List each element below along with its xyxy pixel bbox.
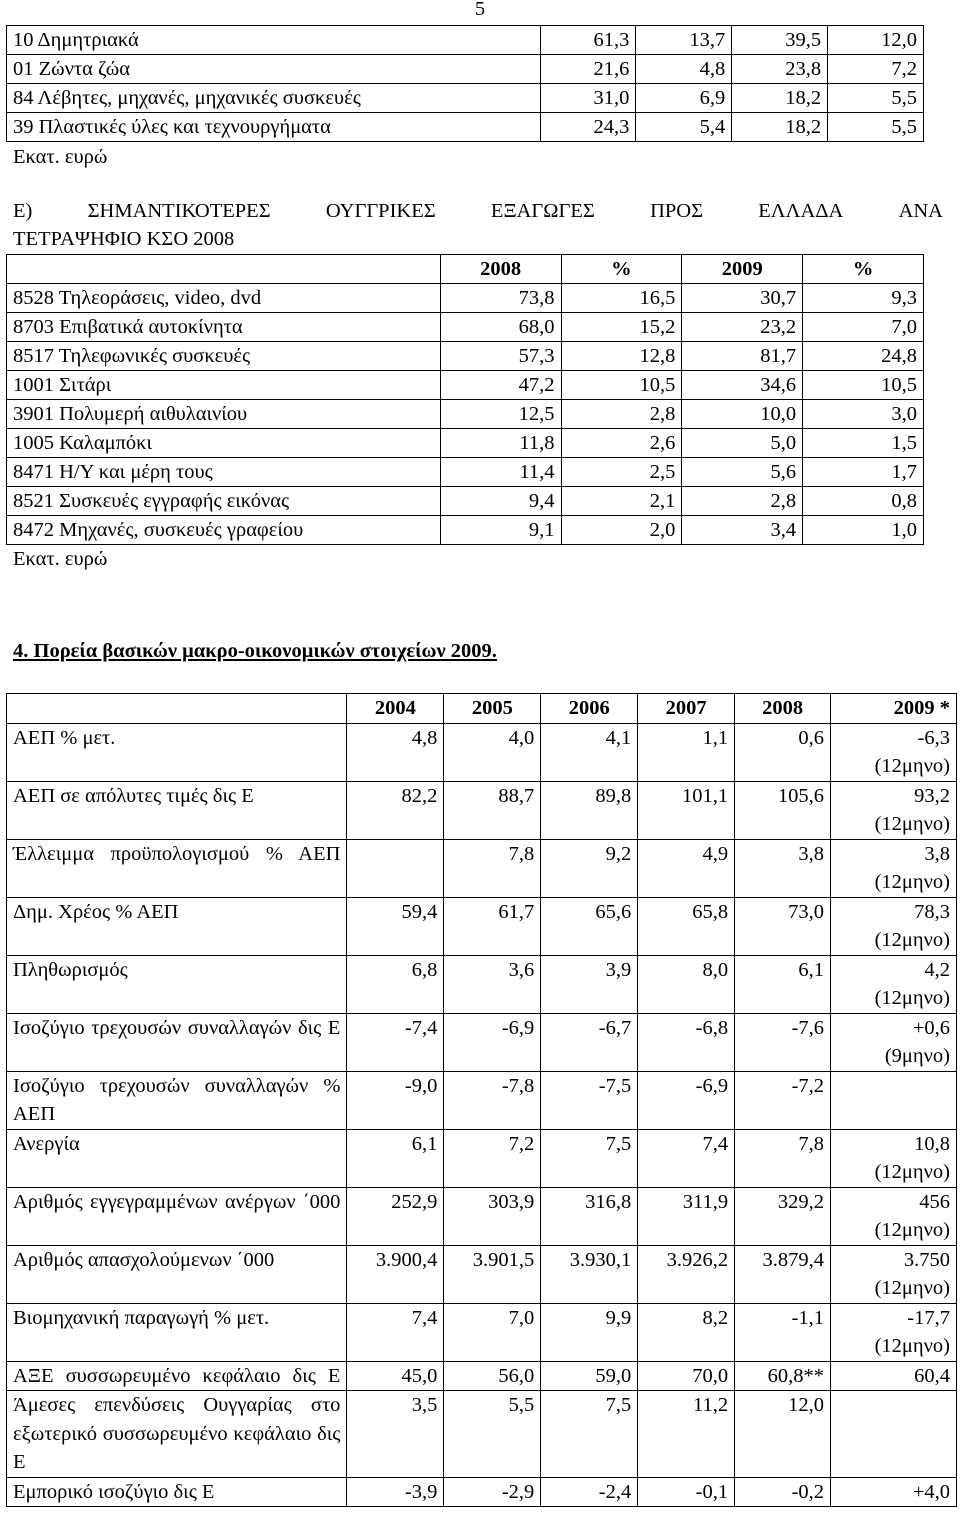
- row-value: -7,5: [541, 1071, 638, 1129]
- heading-word: ΣΗΜΑΝΤΙΚΟΤΕΡΕΣ: [87, 200, 271, 222]
- row-value: 65,6: [541, 897, 638, 955]
- row-label: Αριθμός εγγεγραμμένων ανέργων ΄000: [7, 1187, 347, 1245]
- header-row: [7, 255, 924, 284]
- column-header: 2004: [347, 694, 444, 724]
- value-2009: 4,2: [924, 958, 950, 981]
- row-value: 3,6: [444, 955, 541, 1013]
- row-value: 12,8: [561, 342, 682, 371]
- row-value-2009: [831, 1361, 957, 1391]
- row-value: 88,7: [444, 781, 541, 839]
- row-value: 13,7: [636, 26, 732, 55]
- table-row: [7, 1071, 957, 1129]
- table-row: [7, 955, 957, 1013]
- row-value: 61,7: [444, 897, 541, 955]
- row-value: -6,9: [444, 1013, 541, 1071]
- hungarian-exports-table: [6, 254, 924, 545]
- unit-note-e: Εκατ. ευρώ: [13, 548, 108, 570]
- row-value: 24,8: [803, 342, 924, 371]
- row-value: 5,5: [444, 1391, 541, 1478]
- row-value: 57,3: [440, 342, 561, 371]
- row-value: 3.901,5: [444, 1245, 541, 1303]
- row-value: -0,2: [735, 1477, 831, 1507]
- table-row: [7, 26, 924, 55]
- row-value: 59,0: [541, 1361, 638, 1391]
- row-value: 9,2: [541, 839, 638, 897]
- row-value: -2,9: [444, 1477, 541, 1507]
- row-value-2009: [831, 839, 957, 897]
- row-value: 316,8: [541, 1187, 638, 1245]
- row-value: 56,0: [444, 1361, 541, 1391]
- row-label: ΑΕΠ σε απόλυτες τιμές δις Ε: [7, 781, 347, 839]
- table-row: [7, 342, 924, 371]
- row-value: 10,5: [803, 371, 924, 400]
- row-label: 8471 Η/Υ και μέρη τους: [7, 458, 441, 487]
- value-2009: 78,3: [914, 900, 950, 923]
- row-label: Βιομηχανική παραγωγή % μετ.: [7, 1303, 347, 1361]
- row-value: 9,4: [440, 487, 561, 516]
- row-label: 8472 Μηχανές, συσκευές γραφείου: [7, 516, 441, 545]
- heading-word: ΠΡΟΣ: [650, 200, 704, 222]
- period-note: (9μηνο): [884, 1045, 950, 1067]
- row-value: 329,2: [735, 1187, 831, 1245]
- row-label: 3901 Πολυμερή αιθυλαινίου: [7, 400, 441, 429]
- row-label: 84 Λέβητες, μηχανές, μηχανικές συσκευές: [7, 84, 541, 113]
- row-value-2009: [831, 1245, 957, 1303]
- heading-word: ΕΞΑΓΩΓΕΣ: [490, 200, 595, 222]
- row-value: 252,9: [347, 1187, 444, 1245]
- table-row: [7, 458, 924, 487]
- row-value: 3,9: [541, 955, 638, 1013]
- row-value-2009: [831, 1477, 957, 1507]
- table-row: [7, 1129, 957, 1187]
- row-value: 7,4: [638, 1129, 735, 1187]
- row-value: -2,4: [541, 1477, 638, 1507]
- table-row: [7, 1187, 957, 1245]
- row-value: 73,0: [735, 897, 831, 955]
- period-note: (12μηνο): [874, 929, 950, 951]
- table-row: [7, 1245, 957, 1303]
- row-value: 70,0: [638, 1361, 735, 1391]
- row-value: 89,8: [541, 781, 638, 839]
- row-value: 7,2: [444, 1129, 541, 1187]
- row-label: Έλλειμμα προϋπολογισμού % ΑΕΠ: [7, 839, 347, 897]
- row-value: 0,8: [803, 487, 924, 516]
- column-header: %: [561, 255, 682, 284]
- table-row: [7, 1303, 957, 1361]
- row-value: 23,2: [682, 313, 803, 342]
- row-value: 7,2: [828, 55, 924, 84]
- column-header: 2005: [444, 694, 541, 724]
- row-value: -7,6: [735, 1013, 831, 1071]
- row-value: 34,6: [682, 371, 803, 400]
- period-note: (12μηνο): [874, 813, 950, 835]
- section-e-heading-line2: ΤΕΤΡΑΨΗΦΙΟ ΚΣΟ 2008: [13, 228, 235, 250]
- row-value: 2,8: [682, 487, 803, 516]
- row-value: -7,8: [444, 1071, 541, 1129]
- row-value: 2,1: [561, 487, 682, 516]
- value-2009: +4,0: [912, 1480, 950, 1503]
- row-value: 2,6: [561, 429, 682, 458]
- row-value: 4,1: [541, 723, 638, 781]
- row-value: 82,2: [347, 781, 444, 839]
- period-note: (12μηνο): [874, 987, 950, 1009]
- row-value: 4,8: [347, 723, 444, 781]
- row-value: 18,2: [732, 113, 828, 142]
- row-value-2009: [831, 1187, 957, 1245]
- row-value-2009: [831, 1391, 957, 1478]
- column-header: [7, 255, 441, 284]
- row-value: [347, 839, 444, 897]
- column-header: 2009: [682, 255, 803, 284]
- row-value-2009: [831, 1071, 957, 1129]
- table-row: [7, 400, 924, 429]
- row-label: 8521 Συσκευές εγγραφής εικόνας: [7, 487, 441, 516]
- row-value: 1,7: [803, 458, 924, 487]
- row-value: 2,5: [561, 458, 682, 487]
- row-value: 8,2: [638, 1303, 735, 1361]
- table-row: [7, 1361, 957, 1391]
- row-value: 68,0: [440, 313, 561, 342]
- row-label: 01 Ζώντα ζώα: [7, 55, 541, 84]
- top-exports-table: [6, 25, 924, 142]
- row-value: 10,5: [561, 371, 682, 400]
- row-value-2009: [831, 897, 957, 955]
- row-label: 1005 Καλαμπόκι: [7, 429, 441, 458]
- row-value: 10,0: [682, 400, 803, 429]
- row-value: 23,8: [732, 55, 828, 84]
- row-value: 6,1: [735, 955, 831, 1013]
- table-row: [7, 55, 924, 84]
- row-value: 9,1: [440, 516, 561, 545]
- row-value: 18,2: [732, 84, 828, 113]
- row-value: 15,2: [561, 313, 682, 342]
- column-header: 2008: [735, 694, 831, 724]
- row-value: 3,8: [735, 839, 831, 897]
- row-label: 39 Πλαστικές ύλες και τεχνουργήματα: [7, 113, 541, 142]
- row-value: 3.900,4: [347, 1245, 444, 1303]
- row-value: 3.926,2: [638, 1245, 735, 1303]
- value-2009: 10,8: [914, 1132, 950, 1155]
- section-4-title: 4. Πορεία βασικών μακρο-οικονομικών στοιχείων 2009.: [13, 640, 497, 662]
- header-row: [7, 694, 957, 724]
- row-value: 7,5: [541, 1129, 638, 1187]
- row-value: 12,5: [440, 400, 561, 429]
- row-value: 73,8: [440, 284, 561, 313]
- column-header: 2007: [638, 694, 735, 724]
- unit-note-top: Εκατ. ευρώ: [13, 146, 108, 168]
- row-value: -0,1: [638, 1477, 735, 1507]
- row-value: 5,0: [682, 429, 803, 458]
- row-label: Πληθωρισμός: [7, 955, 347, 1013]
- row-value: 9,3: [803, 284, 924, 313]
- row-label: Εμπορικό ισοζύγιο δις Ε: [7, 1477, 347, 1507]
- row-value: 47,2: [440, 371, 561, 400]
- row-value: 6,8: [347, 955, 444, 1013]
- period-note: (12μηνο): [874, 1335, 950, 1357]
- row-value-2009: [831, 1013, 957, 1071]
- heading-word: ΟΥΓΓΡΙΚΕΣ: [325, 200, 436, 222]
- row-value: 7,0: [444, 1303, 541, 1361]
- row-value-2009: [831, 955, 957, 1013]
- row-value: 2,8: [561, 400, 682, 429]
- column-header: 2008: [440, 255, 561, 284]
- row-value: 39,5: [732, 26, 828, 55]
- row-value: -7,4: [347, 1013, 444, 1071]
- row-value: 1,0: [803, 516, 924, 545]
- column-header: 2006: [541, 694, 638, 724]
- row-value: 31,0: [540, 84, 636, 113]
- row-value: 3,4: [682, 516, 803, 545]
- row-value: -6,7: [541, 1013, 638, 1071]
- row-value: 61,3: [540, 26, 636, 55]
- row-value: 30,7: [682, 284, 803, 313]
- row-value: 7,5: [541, 1391, 638, 1478]
- row-value: 4,0: [444, 723, 541, 781]
- table-row: [7, 1013, 957, 1071]
- row-value: 3,0: [803, 400, 924, 429]
- row-value: 4,8: [636, 55, 732, 84]
- section-e-heading: [13, 197, 943, 253]
- row-value-2009: [831, 781, 957, 839]
- row-label: Ισοζύγιο τρεχουσών συναλλαγών δις Ε: [7, 1013, 347, 1071]
- row-value: -6,9: [638, 1071, 735, 1129]
- row-value: -3,9: [347, 1477, 444, 1507]
- table-row: [7, 284, 924, 313]
- row-value: 60,8**: [735, 1361, 831, 1391]
- row-value: 0,6: [735, 723, 831, 781]
- period-note: (12μηνο): [874, 871, 950, 893]
- row-value: 9,9: [541, 1303, 638, 1361]
- row-value: 7,0: [803, 313, 924, 342]
- row-label: Δημ. Χρέος % ΑΕΠ: [7, 897, 347, 955]
- row-label: Άμεσες επενδύσεις Ουγγαρίας στο εξωτερικό συσσωρευμένο κεφάλαιο δις Ε: [7, 1391, 347, 1478]
- column-header: 2009 *: [831, 694, 957, 724]
- row-value: -1,1: [735, 1303, 831, 1361]
- row-value: 1,5: [803, 429, 924, 458]
- row-value: 5,5: [828, 113, 924, 142]
- column-header: [7, 694, 347, 724]
- row-value: 12,0: [828, 26, 924, 55]
- table-row: [7, 781, 957, 839]
- row-label: ΑΞΕ συσσωρευμένο κεφάλαιο δις Ε: [7, 1361, 347, 1391]
- row-value: 5,6: [682, 458, 803, 487]
- row-value: 11,2: [638, 1391, 735, 1478]
- row-value: 1,1: [638, 723, 735, 781]
- row-label: Ισοζύγιο τρεχουσών συναλλαγών % ΑΕΠ: [7, 1071, 347, 1129]
- row-value: 65,8: [638, 897, 735, 955]
- row-value: -7,2: [735, 1071, 831, 1129]
- row-value: 2,0: [561, 516, 682, 545]
- value-2009: 456: [919, 1190, 950, 1213]
- page-number: 5: [474, 0, 486, 20]
- period-note: (12μηνο): [874, 1219, 950, 1241]
- row-value: 6,1: [347, 1129, 444, 1187]
- macro-indicators-table: [6, 693, 957, 1507]
- heading-word: ΑΝΑ: [898, 200, 943, 222]
- heading-word: Ε): [13, 200, 33, 222]
- row-value-2009: [831, 1129, 957, 1187]
- row-value: 4,9: [638, 839, 735, 897]
- row-value: 105,6: [735, 781, 831, 839]
- table-row: [7, 516, 924, 545]
- period-note: (12μηνο): [874, 755, 950, 777]
- row-value: 59,4: [347, 897, 444, 955]
- row-value: 303,9: [444, 1187, 541, 1245]
- value-2009: 93,2: [914, 784, 950, 807]
- table-row: [7, 84, 924, 113]
- row-value: 7,8: [444, 839, 541, 897]
- value-2009: +0,6: [912, 1016, 950, 1039]
- row-value: 3.879,4: [735, 1245, 831, 1303]
- row-value: 7,4: [347, 1303, 444, 1361]
- table-row: [7, 371, 924, 400]
- table-row: [7, 723, 957, 781]
- row-label: 8517 Τηλεφωνικές συσκευές: [7, 342, 441, 371]
- table-row: [7, 1477, 957, 1507]
- row-value: 21,6: [540, 55, 636, 84]
- row-value: -6,8: [638, 1013, 735, 1071]
- row-value: 16,5: [561, 284, 682, 313]
- row-value-2009: [831, 723, 957, 781]
- row-value: 5,4: [636, 113, 732, 142]
- row-label: ΑΕΠ % μετ.: [7, 723, 347, 781]
- row-value: 11,8: [440, 429, 561, 458]
- row-label: 8703 Επιβατικά αυτοκίνητα: [7, 313, 441, 342]
- column-header: %: [803, 255, 924, 284]
- row-value: 12,0: [735, 1391, 831, 1478]
- table-row: [7, 839, 957, 897]
- row-value: 101,1: [638, 781, 735, 839]
- row-value: -9,0: [347, 1071, 444, 1129]
- row-value: 311,9: [638, 1187, 735, 1245]
- row-value: 7,8: [735, 1129, 831, 1187]
- value-2009: 3,8: [924, 842, 950, 865]
- row-label: 1001 Σιτάρι: [7, 371, 441, 400]
- row-value: 11,4: [440, 458, 561, 487]
- row-value: 5,5: [828, 84, 924, 113]
- table-row: [7, 113, 924, 142]
- table-row: [7, 1391, 957, 1478]
- period-note: (12μηνο): [874, 1161, 950, 1183]
- row-value: 3.930,1: [541, 1245, 638, 1303]
- row-label: 10 Δημητριακά: [7, 26, 541, 55]
- row-label: 8528 Τηλεοράσεις, video, dvd: [7, 284, 441, 313]
- row-label: Ανεργία: [7, 1129, 347, 1187]
- row-value: 24,3: [540, 113, 636, 142]
- value-2009: 3.750: [903, 1248, 950, 1271]
- table-row: [7, 487, 924, 516]
- row-value: 8,0: [638, 955, 735, 1013]
- table-row: [7, 313, 924, 342]
- table-row: [7, 897, 957, 955]
- value-2009: -17,7: [907, 1306, 950, 1329]
- row-label: Αριθμός απασχολούμενων ΄000: [7, 1245, 347, 1303]
- row-value: 45,0: [347, 1361, 444, 1391]
- value-2009: -6,3: [917, 726, 950, 749]
- row-value: 3,5: [347, 1391, 444, 1478]
- row-value-2009: [831, 1303, 957, 1361]
- value-2009: 60,4: [914, 1364, 950, 1387]
- row-value: 81,7: [682, 342, 803, 371]
- period-note: (12μηνο): [874, 1277, 950, 1299]
- heading-word: ΕΛΛΑΔΑ: [758, 200, 844, 222]
- row-value: 6,9: [636, 84, 732, 113]
- table-row: [7, 429, 924, 458]
